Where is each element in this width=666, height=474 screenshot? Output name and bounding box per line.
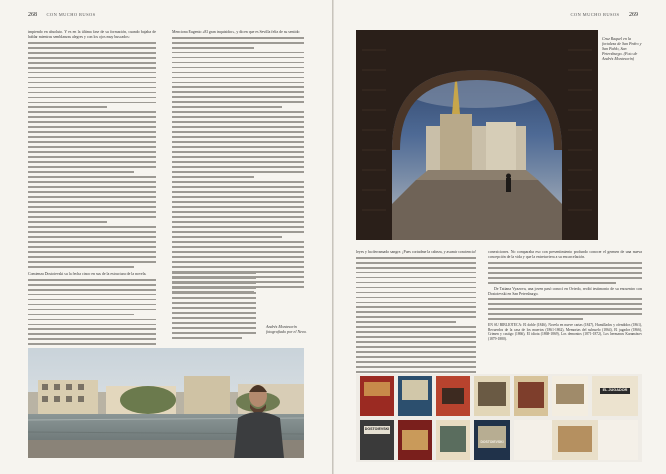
left-column-2-body	[172, 37, 304, 293]
left-column-1	[28, 30, 156, 271]
photo-book-collection	[356, 374, 642, 462]
right-page	[334, 0, 666, 474]
left-column-2	[172, 30, 304, 296]
left-page-number: 268	[28, 12, 37, 18]
neva-river-photo	[28, 348, 304, 458]
book-spine-1: DOSTOIEVSKI	[364, 427, 390, 431]
photo-andres-neva	[28, 348, 304, 458]
right-column-2-para2: De Tatiana Vyazova, una joven pasó conocí en Oviedo, recibí testimonio de su encuentro con Dostoievski en San Petersburgo.	[488, 286, 642, 296]
left-running-head: 268 CON MUCHO RUSOS	[28, 12, 96, 18]
photo-caption-andres: Andrés Montesorín fotografiado por el Neva.	[266, 324, 307, 334]
photo-fortress-arch	[356, 30, 598, 240]
left-column-4	[172, 272, 256, 342]
right-column-1	[356, 250, 476, 386]
book-spine-2: EL JUGADOR	[602, 388, 628, 392]
left-column-3-opening: Comienza Dostoievski su la fecha cinco en sus de la estructura de la novela.	[28, 272, 147, 276]
right-page-number: 269	[629, 12, 638, 18]
arch-photo	[356, 30, 598, 240]
left-column-1-opening: impiendo en absoluto. Y es en la última fase de su formación, cuando bajaba de hablar mientras semblanzas alegres y con los ojos muy buscados:	[28, 30, 156, 40]
right-column-1-body	[356, 257, 476, 384]
book-spine-3: DOSTOIEVSKI	[480, 440, 504, 444]
right-running-head: CON MUCHO RUSOS 269	[570, 12, 638, 18]
right-column-2	[488, 250, 642, 343]
bibliography-note: EN SU BIBLIOTECA: El doble (1846), Novela en nueve cartas (1847), Humillados y ofendidos (1861), Recuerdos de la casa de los muertos (1861-1862), Memorias del subsuelo (1864), El jugador (1866), Crimen y castigo (1866), El idiota (1868-1869), Los demonios (1871-1872), Los hermanos Karamázov (1879-1880).	[488, 323, 642, 341]
photo-caption-fortress: Cruz Raquel en la fortaleza de San Pedro y San Pablo, San Petersburgo. (Foto de Andrés Montesorín)	[602, 36, 642, 61]
left-page	[0, 0, 332, 474]
left-column-1-body	[28, 42, 156, 268]
right-column-1-opening: leyes y ha derramado sangre. ¡Pues cortadme la cabeza, y asumir conciencia!	[356, 250, 477, 254]
left-column-2-opening: Menciona Eugenio «El gran inquisidor», y dicen que es Sevilla feliz de su sentido	[172, 30, 300, 34]
right-column-2-opening: conexiciones. No comparaba eso con presentimiento profundo conocer el germen de una nueva concepción de la vida y que la entretuviera a su encarcelación.	[488, 250, 642, 260]
